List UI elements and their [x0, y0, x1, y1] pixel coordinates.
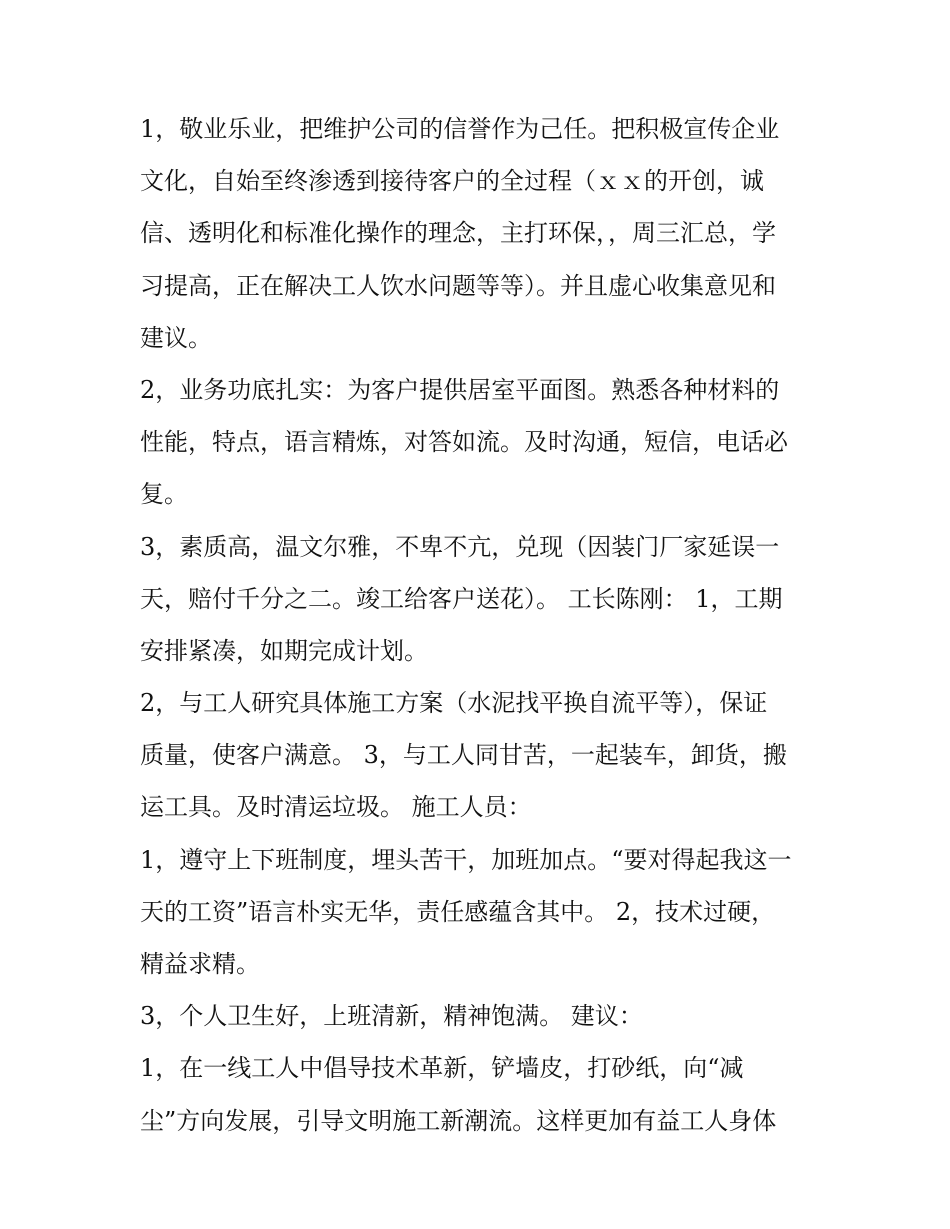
text-line: 天，赔付千分之二。竣工给客户送花）。 工长陈刚： 1，工期	[140, 584, 783, 613]
text-line: 1，遵守上下班制度，埋头苦干，加班加点。“要对得起我这一	[140, 845, 792, 874]
text-line: 2，业务功底扎实：为客户提供居室平面图。熟悉各种材料的	[140, 375, 780, 404]
text-line: 1，敬业乐业，把维护公司的信誉作为己任。把积极宣传企业	[140, 115, 780, 143]
text-line: 3，素质高，温文尔雅，不卑不亢，兑现（因装门厂家延误一	[140, 532, 780, 561]
text-line: 运工具。及时清运垃圾。 施工人员：	[140, 793, 532, 822]
document-body	[140, 103, 820, 1147]
text-line: 文化，自始至终渗透到接待客户的全过程（ｘｘ的开创，诚	[140, 167, 764, 196]
text-line: 2，与工人研究具体施工方案（水泥找平换自流平等），保证	[140, 689, 768, 718]
text-line: 安排紧凑，如期完成计划。	[140, 636, 428, 665]
text-line: 建议。	[140, 323, 212, 352]
text-line: 复。	[140, 480, 188, 509]
text-line: 习提高，正在解决工人饮水问题等等）。并且虚心收集意见和	[140, 271, 776, 300]
text-line: 天的工资”语言朴实无华，责任感蕴含其中。 2，技术过硬，	[140, 897, 776, 926]
text-line: 3，个人卫生好，上班清新，精神饱满。 建议：	[140, 1002, 643, 1031]
text-line: 信、透明化和标准化操作的理念，主打环保，，周三汇总，学	[140, 219, 776, 248]
text-line: 1，在一线工人中倡导技术革新，铲墙皮，打砂纸，向“减	[140, 1054, 744, 1083]
text-line: 精益求精。	[140, 950, 260, 978]
text-line: 性能，特点，语言精炼，对答如流。及时沟通，短信，电话必	[140, 428, 788, 457]
text-line: 尘”方向发展，引导文明施工新潮流。这样更加有益工人身体	[140, 1106, 777, 1135]
text-line: 质量，使客户满意。 3，与工人同甘苦，一起装车，卸货，搬	[140, 741, 787, 770]
